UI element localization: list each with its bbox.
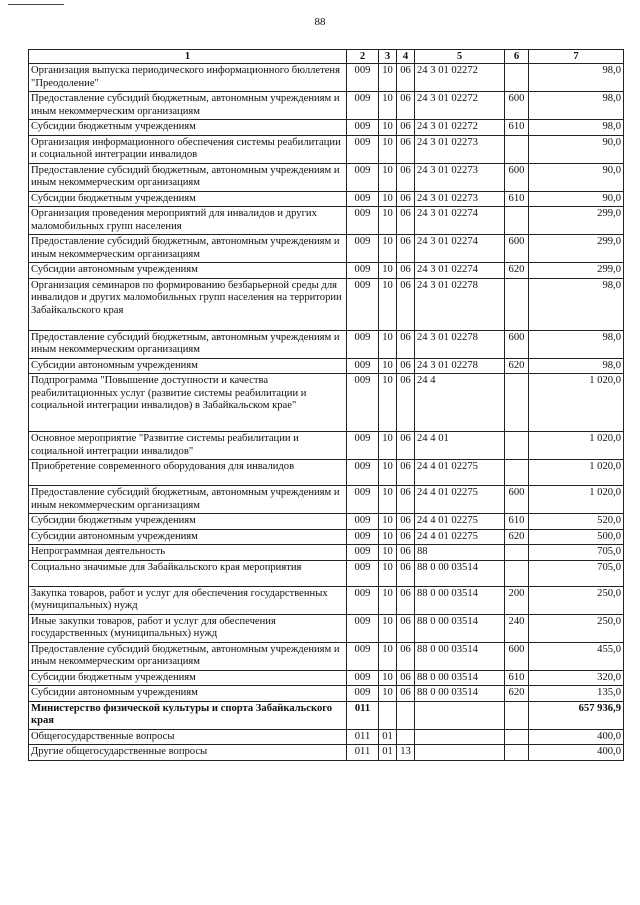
section-code-cell: 10 <box>379 529 397 545</box>
grbs-code-cell: 011 <box>347 745 379 761</box>
grbs-code-cell: 009 <box>347 235 379 263</box>
table-body <box>29 64 624 761</box>
header-cell: 4 <box>397 50 415 64</box>
subsection-code-cell: 06 <box>397 278 415 330</box>
target-article-code-cell: 88 <box>415 545 505 561</box>
subsection-code-cell: 06 <box>397 64 415 92</box>
section-code-cell: 10 <box>379 64 397 92</box>
grbs-code-cell: 009 <box>347 529 379 545</box>
grbs-code-cell: 009 <box>347 486 379 514</box>
row-name-cell: Подпрограмма "Повышение доступности и качества реабилитационных услуг (развитие системы реабилитации и социальной интеграции инвалидов) в Забайкальском крае" <box>29 374 347 432</box>
header-cell: 2 <box>347 50 379 64</box>
subsection-code-cell: 06 <box>397 163 415 191</box>
section-code-cell: 10 <box>379 686 397 702</box>
expense-type-code-cell: 240 <box>505 614 529 642</box>
top-rule <box>8 4 64 5</box>
section-code-cell: 10 <box>379 278 397 330</box>
amount-cell: 250,0 <box>529 614 624 642</box>
row-name-cell: Субсидии бюджетным учреждениям <box>29 514 347 530</box>
subsection-code-cell: 06 <box>397 586 415 614</box>
subsection-code-cell: 06 <box>397 560 415 586</box>
header-cell: 5 <box>415 50 505 64</box>
table-row <box>29 586 624 614</box>
expense-type-code-cell <box>505 374 529 432</box>
row-name-cell: Организация выпуска периодического информационного бюллетеня "Преодоление" <box>29 64 347 92</box>
grbs-code-cell: 009 <box>347 278 379 330</box>
table-row <box>29 64 624 92</box>
amount-cell: 299,0 <box>529 263 624 279</box>
subsection-code-cell: 06 <box>397 330 415 358</box>
target-article-code-cell: 24 4 <box>415 374 505 432</box>
grbs-code-cell: 009 <box>347 64 379 92</box>
expense-type-code-cell <box>505 545 529 561</box>
table-row <box>29 529 624 545</box>
table-row <box>29 642 624 670</box>
subsection-code-cell: 06 <box>397 120 415 136</box>
amount-cell: 1 020,0 <box>529 486 624 514</box>
table-row <box>29 191 624 207</box>
section-code-cell: 10 <box>379 642 397 670</box>
expense-type-code-cell: 600 <box>505 642 529 670</box>
subsection-code-cell: 06 <box>397 545 415 561</box>
grbs-code-cell: 011 <box>347 729 379 745</box>
row-name-cell: Субсидии автономным учреждениям <box>29 263 347 279</box>
target-article-code-cell <box>415 701 505 729</box>
subsection-code-cell: 13 <box>397 745 415 761</box>
amount-cell: 455,0 <box>529 642 624 670</box>
row-name-cell: Предоставление субсидий бюджетным, автономным учреждениям и иным некоммерческим организациям <box>29 486 347 514</box>
grbs-code-cell: 009 <box>347 135 379 163</box>
row-name-cell: Предоставление субсидий бюджетным, автономным учреждениям и иным некоммерческим организациям <box>29 330 347 358</box>
expense-type-code-cell: 610 <box>505 120 529 136</box>
target-article-code-cell: 24 4 01 02275 <box>415 529 505 545</box>
subsection-code-cell: 06 <box>397 642 415 670</box>
amount-cell: 250,0 <box>529 586 624 614</box>
target-article-code-cell: 24 3 01 02273 <box>415 191 505 207</box>
row-name-cell: Предоставление субсидий бюджетным, автономным учреждениям и иным некоммерческим организациям <box>29 163 347 191</box>
subsection-code-cell: 06 <box>397 514 415 530</box>
table-row <box>29 92 624 120</box>
table-row <box>29 163 624 191</box>
table-header-row <box>29 50 624 64</box>
expense-type-code-cell: 600 <box>505 486 529 514</box>
target-article-code-cell: 88 0 00 03514 <box>415 586 505 614</box>
table-row <box>29 207 624 235</box>
subsection-code-cell: 06 <box>397 191 415 207</box>
target-article-code-cell: 24 3 01 02273 <box>415 163 505 191</box>
subsection-code-cell: 06 <box>397 207 415 235</box>
section-code-cell: 10 <box>379 545 397 561</box>
subsection-code-cell: 06 <box>397 432 415 460</box>
row-name-cell: Общегосударственные вопросы <box>29 729 347 745</box>
target-article-code-cell: 24 3 01 02272 <box>415 64 505 92</box>
table-row <box>29 432 624 460</box>
row-name-cell: Приобретение современного оборудования для инвалидов <box>29 460 347 486</box>
amount-cell: 90,0 <box>529 135 624 163</box>
section-code-cell: 10 <box>379 374 397 432</box>
section-code-cell: 10 <box>379 263 397 279</box>
expense-type-code-cell <box>505 278 529 330</box>
amount-cell: 90,0 <box>529 163 624 191</box>
section-code-cell: 10 <box>379 330 397 358</box>
table-row <box>29 486 624 514</box>
table-row <box>29 686 624 702</box>
header-cell: 6 <box>505 50 529 64</box>
amount-cell: 705,0 <box>529 560 624 586</box>
expense-type-code-cell: 600 <box>505 92 529 120</box>
subsection-code-cell: 06 <box>397 686 415 702</box>
subsection-code-cell: 06 <box>397 263 415 279</box>
target-article-code-cell: 24 4 01 02275 <box>415 486 505 514</box>
expense-type-code-cell <box>505 729 529 745</box>
row-name-cell: Непрограммная деятельность <box>29 545 347 561</box>
amount-cell: 1 020,0 <box>529 460 624 486</box>
table-row <box>29 135 624 163</box>
table-row <box>29 560 624 586</box>
section-code-cell: 10 <box>379 432 397 460</box>
table-row <box>29 235 624 263</box>
target-article-code-cell: 88 0 00 03514 <box>415 686 505 702</box>
grbs-code-cell: 009 <box>347 163 379 191</box>
amount-cell: 500,0 <box>529 529 624 545</box>
expense-type-code-cell <box>505 560 529 586</box>
grbs-code-cell: 009 <box>347 191 379 207</box>
row-name-cell: Предоставление субсидий бюджетным, автономным учреждениям и иным некоммерческим организациям <box>29 235 347 263</box>
target-article-code-cell: 24 3 01 02278 <box>415 358 505 374</box>
table-row <box>29 701 624 729</box>
subsection-code-cell: 06 <box>397 614 415 642</box>
expense-type-code-cell: 610 <box>505 670 529 686</box>
amount-cell: 520,0 <box>529 514 624 530</box>
grbs-code-cell: 009 <box>347 374 379 432</box>
section-code-cell: 10 <box>379 191 397 207</box>
expense-type-code-cell <box>505 701 529 729</box>
target-article-code-cell: 24 3 01 02272 <box>415 92 505 120</box>
table-row <box>29 263 624 279</box>
section-code-cell: 10 <box>379 207 397 235</box>
amount-cell: 299,0 <box>529 207 624 235</box>
grbs-code-cell: 009 <box>347 120 379 136</box>
row-name-cell: Основное мероприятие "Развитие системы реабилитации и социальной интеграции инвалидов" <box>29 432 347 460</box>
row-name-cell: Организация информационного обеспечения системы реабилитации и социальной интеграции инвалидов <box>29 135 347 163</box>
grbs-code-cell: 009 <box>347 670 379 686</box>
section-code-cell: 10 <box>379 460 397 486</box>
subsection-code-cell: 06 <box>397 374 415 432</box>
subsection-code-cell: 06 <box>397 358 415 374</box>
section-code-cell: 10 <box>379 163 397 191</box>
amount-cell: 657 936,9 <box>529 701 624 729</box>
amount-cell: 320,0 <box>529 670 624 686</box>
grbs-code-cell: 009 <box>347 514 379 530</box>
table-row <box>29 614 624 642</box>
grbs-code-cell: 009 <box>347 330 379 358</box>
expense-type-code-cell <box>505 135 529 163</box>
grbs-code-cell: 009 <box>347 460 379 486</box>
table-row <box>29 374 624 432</box>
target-article-code-cell: 88 0 00 03514 <box>415 560 505 586</box>
section-code-cell: 10 <box>379 92 397 120</box>
grbs-code-cell: 009 <box>347 586 379 614</box>
row-name-cell: Закупка товаров, работ и услуг для обеспечения государственных (муниципальных) нужд <box>29 586 347 614</box>
row-name-cell: Субсидии бюджетным учреждениям <box>29 670 347 686</box>
amount-cell: 98,0 <box>529 358 624 374</box>
section-code-cell: 10 <box>379 120 397 136</box>
target-article-code-cell: 24 4 01 <box>415 432 505 460</box>
table-row <box>29 330 624 358</box>
amount-cell: 135,0 <box>529 686 624 702</box>
amount-cell: 98,0 <box>529 120 624 136</box>
target-article-code-cell <box>415 745 505 761</box>
expense-type-code-cell: 620 <box>505 686 529 702</box>
amount-cell: 400,0 <box>529 745 624 761</box>
subsection-code-cell: 06 <box>397 670 415 686</box>
amount-cell: 400,0 <box>529 729 624 745</box>
row-name-cell: Предоставление субсидий бюджетным, автономным учреждениям и иным некоммерческим организациям <box>29 642 347 670</box>
target-article-code-cell: 24 3 01 02274 <box>415 207 505 235</box>
row-name-cell: Субсидии автономным учреждениям <box>29 686 347 702</box>
amount-cell: 1 020,0 <box>529 374 624 432</box>
grbs-code-cell: 009 <box>347 642 379 670</box>
grbs-code-cell: 011 <box>347 701 379 729</box>
row-name-cell: Субсидии автономным учреждениям <box>29 529 347 545</box>
amount-cell: 98,0 <box>529 64 624 92</box>
expense-type-code-cell: 620 <box>505 358 529 374</box>
target-article-code-cell: 88 0 00 03514 <box>415 614 505 642</box>
section-code-cell: 01 <box>379 745 397 761</box>
expense-type-code-cell: 600 <box>505 163 529 191</box>
grbs-code-cell: 009 <box>347 92 379 120</box>
expense-type-code-cell <box>505 432 529 460</box>
row-name-cell: Предоставление субсидий бюджетным, автономным учреждениям и иным некоммерческим организациям <box>29 92 347 120</box>
amount-cell: 1 020,0 <box>529 432 624 460</box>
grbs-code-cell: 009 <box>347 545 379 561</box>
expense-type-code-cell: 200 <box>505 586 529 614</box>
subsection-code-cell: 06 <box>397 92 415 120</box>
subsection-code-cell: 06 <box>397 135 415 163</box>
target-article-code-cell: 24 3 01 02274 <box>415 263 505 279</box>
expense-type-code-cell <box>505 745 529 761</box>
section-code-cell: 10 <box>379 514 397 530</box>
table-row <box>29 745 624 761</box>
expense-type-code-cell: 600 <box>505 235 529 263</box>
row-name-cell: Субсидии автономным учреждениям <box>29 358 347 374</box>
table-row <box>29 278 624 330</box>
section-code-cell <box>379 701 397 729</box>
table-row <box>29 460 624 486</box>
subsection-code-cell <box>397 701 415 729</box>
target-article-code-cell: 24 3 01 02274 <box>415 235 505 263</box>
row-name-cell: Субсидии бюджетным учреждениям <box>29 191 347 207</box>
section-code-cell: 01 <box>379 729 397 745</box>
table-row <box>29 358 624 374</box>
amount-cell: 98,0 <box>529 92 624 120</box>
subsection-code-cell: 06 <box>397 486 415 514</box>
grbs-code-cell: 009 <box>347 560 379 586</box>
section-code-cell: 10 <box>379 235 397 263</box>
header-cell: 1 <box>29 50 347 64</box>
target-article-code-cell: 24 3 01 02278 <box>415 278 505 330</box>
amount-cell: 98,0 <box>529 278 624 330</box>
table-row <box>29 670 624 686</box>
expense-type-code-cell <box>505 207 529 235</box>
header-cell: 7 <box>529 50 624 64</box>
section-code-cell: 10 <box>379 486 397 514</box>
target-article-code-cell <box>415 729 505 745</box>
expense-type-code-cell <box>505 460 529 486</box>
target-article-code-cell: 88 0 00 03514 <box>415 642 505 670</box>
target-article-code-cell: 88 0 00 03514 <box>415 670 505 686</box>
budget-table <box>28 49 624 761</box>
expense-type-code-cell: 620 <box>505 263 529 279</box>
table-row <box>29 729 624 745</box>
target-article-code-cell: 24 3 01 02278 <box>415 330 505 358</box>
grbs-code-cell: 009 <box>347 207 379 235</box>
table-row <box>29 545 624 561</box>
section-code-cell: 10 <box>379 358 397 374</box>
row-name-cell: Организация семинаров по формированию безбарьерной среды для инвалидов и других маломобильных групп населения на территории Забайкальского края <box>29 278 347 330</box>
table-row <box>29 514 624 530</box>
section-code-cell: 10 <box>379 586 397 614</box>
amount-cell: 705,0 <box>529 545 624 561</box>
row-name-cell: Другие общегосударственные вопросы <box>29 745 347 761</box>
subsection-code-cell: 06 <box>397 460 415 486</box>
amount-cell: 90,0 <box>529 191 624 207</box>
section-code-cell: 10 <box>379 614 397 642</box>
section-code-cell: 10 <box>379 560 397 586</box>
row-name-cell: Субсидии бюджетным учреждениям <box>29 120 347 136</box>
expense-type-code-cell: 600 <box>505 330 529 358</box>
grbs-code-cell: 009 <box>347 686 379 702</box>
row-name-cell: Иные закупки товаров, работ и услуг для обеспечения государственных (муниципальных) нужд <box>29 614 347 642</box>
section-code-cell: 10 <box>379 670 397 686</box>
row-name-cell: Социально значимые для Забайкальского края мероприятия <box>29 560 347 586</box>
expense-type-code-cell: 610 <box>505 514 529 530</box>
page-number: 88 <box>314 16 326 28</box>
expense-type-code-cell: 610 <box>505 191 529 207</box>
target-article-code-cell: 24 3 01 02272 <box>415 120 505 136</box>
subsection-code-cell: 06 <box>397 529 415 545</box>
grbs-code-cell: 009 <box>347 263 379 279</box>
target-article-code-cell: 24 3 01 02273 <box>415 135 505 163</box>
row-name-cell: Министерство физической культуры и спорта Забайкальского края <box>29 701 347 729</box>
section-code-cell: 10 <box>379 135 397 163</box>
row-name-cell: Организация проведения мероприятий для инвалидов и других маломобильных групп населения <box>29 207 347 235</box>
expense-type-code-cell: 620 <box>505 529 529 545</box>
target-article-code-cell: 24 4 01 02275 <box>415 460 505 486</box>
amount-cell: 299,0 <box>529 235 624 263</box>
grbs-code-cell: 009 <box>347 358 379 374</box>
grbs-code-cell: 009 <box>347 614 379 642</box>
target-article-code-cell: 24 4 01 02275 <box>415 514 505 530</box>
amount-cell: 98,0 <box>529 330 624 358</box>
grbs-code-cell: 009 <box>347 432 379 460</box>
subsection-code-cell: 06 <box>397 235 415 263</box>
table-row <box>29 120 624 136</box>
subsection-code-cell <box>397 729 415 745</box>
expense-type-code-cell <box>505 64 529 92</box>
header-cell: 3 <box>379 50 397 64</box>
